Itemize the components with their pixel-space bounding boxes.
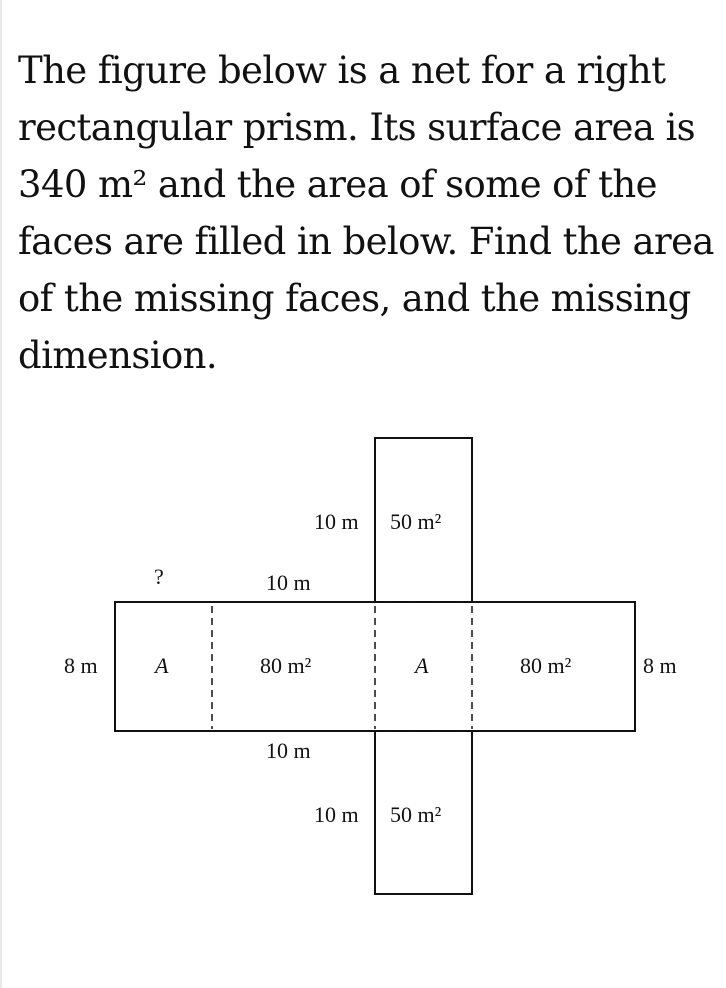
problem-line: of the missing faces, and the missing xyxy=(18,277,691,320)
problem-line: dimension. xyxy=(18,334,218,377)
problem-line: 340 m² and the area of some of the xyxy=(18,163,657,206)
middle-top-edge-label: 10 m xyxy=(266,570,311,595)
unknown-dimension-label: ? xyxy=(154,564,164,589)
top-face-side-label: 10 m xyxy=(314,509,359,534)
problem-line: The figure below is a net for a right xyxy=(18,49,666,92)
right-height-label: 8 m xyxy=(643,653,677,678)
bottom-face-side-label: 10 m xyxy=(314,802,359,827)
middle-bottom-edge-label: 10 m xyxy=(266,738,311,763)
bottom-square-area-label: A xyxy=(415,653,429,678)
left-face-area-label: A xyxy=(155,653,169,678)
right-face-area-label: 80 m² xyxy=(520,653,572,678)
center-face-area-label: 80 m² xyxy=(260,653,312,678)
left-height-label: 8 m xyxy=(64,653,98,678)
problem-line: faces are filled in below. Find the area xyxy=(18,220,714,263)
problem-line: rectangular prism. Its surface area is xyxy=(18,106,696,149)
bottom-face-area-label: 50 m² xyxy=(390,802,442,827)
top-face-area-label: 50 m² xyxy=(390,509,442,534)
